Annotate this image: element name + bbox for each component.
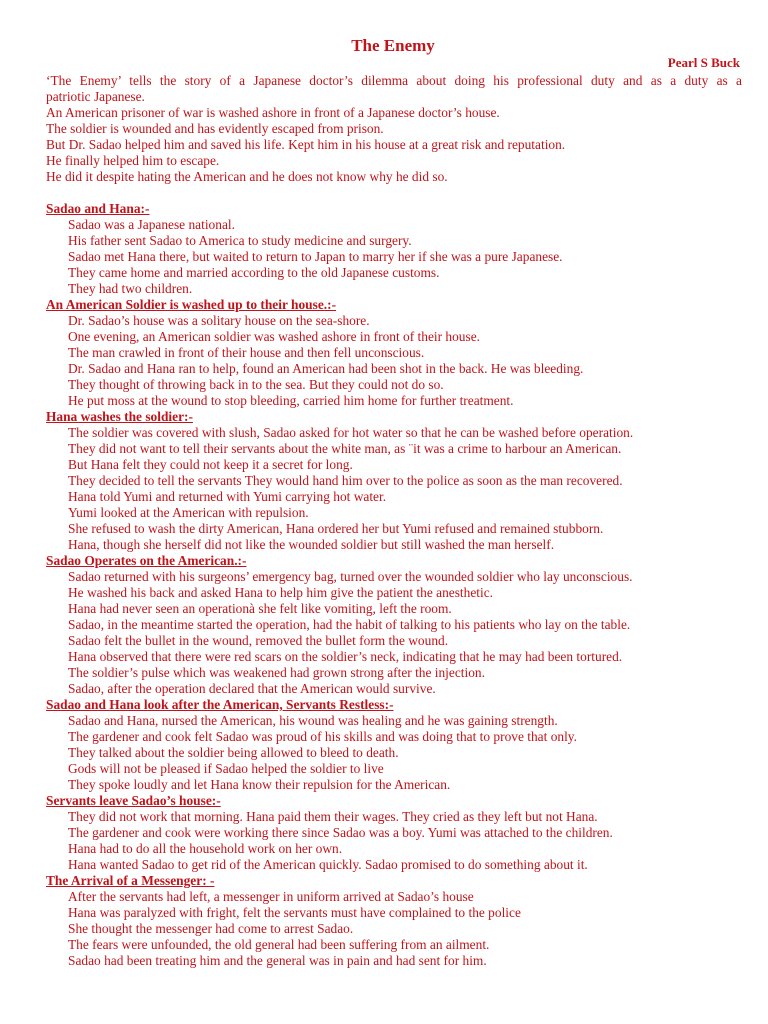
list-item: They came home and married according to the old Japanese customs. — [68, 265, 440, 280]
list-item: Sadao had been treating him and the general was in pain and had sent for him. — [68, 953, 487, 968]
list-item: Hana was paralyzed with fright, felt the servants must have complained to the police — [68, 905, 521, 920]
section-heading: Sadao and Hana:- — [46, 201, 150, 216]
list-item: Sadao felt the bullet in the wound, removed the bullet form the wound. — [68, 633, 449, 648]
list-item: Hana had to do all the household work on her own. — [68, 841, 343, 856]
section-items — [46, 217, 742, 297]
list-item: Hana, though she herself did not like the wounded soldier but still washed the man herself. — [68, 537, 555, 552]
list-item: They did not work that morning. Hana paid them their wages. They cried as they left but not Hana. — [68, 809, 598, 824]
list-item: The fears were unfounded, the old general had been suffering from an ailment. — [68, 937, 490, 952]
list-item: The gardener and cook felt Sadao was proud of his skills and was doing that to prove that only. — [68, 729, 577, 744]
list-item: They decided to tell the servants They would hand him over to the police as soon as the man recovered. — [68, 473, 623, 488]
intro-line: patriotic Japanese. — [46, 89, 145, 104]
list-item: Sadao met Hana there, but waited to return to Japan to marry her if she was a pure Japanese. — [68, 249, 563, 264]
list-item: Sadao returned with his surgeons’ emergency bag, turned over the wounded soldier who lay unconscious. — [68, 569, 633, 584]
section-hana-washes-soldier — [46, 409, 742, 553]
list-item: The gardener and cook were working there since Sadao was a boy. Yumi was attached to the children. — [68, 825, 613, 840]
section-heading: Hana washes the soldier:- — [46, 409, 193, 424]
section-servants-leave — [46, 793, 742, 873]
section-american-soldier-washed-up — [46, 297, 742, 409]
list-item: She thought the messenger had come to arrest Sadao. — [68, 921, 354, 936]
section-heading: Sadao and Hana look after the American, Servants Restless:- — [46, 697, 394, 712]
list-item: They talked about the soldier being allowed to bleed to death. — [68, 745, 399, 760]
section-items — [46, 425, 742, 553]
intro-line: The soldier is wounded and has evidently escaped from prison. — [46, 121, 384, 136]
section-heading: The Arrival of a Messenger: - — [46, 873, 215, 888]
document-title: The Enemy — [351, 36, 435, 55]
section-heading: An American Soldier is washed up to their house.:- — [46, 297, 337, 312]
list-item: Hana told Yumi and returned with Yumi carrying hot water. — [68, 489, 387, 504]
list-item: Sadao, in the meantime started the operation, had the habit of talking to his patients who lay on the table. — [68, 617, 631, 632]
list-item: Sadao and Hana, nursed the American, his wound was healing and he was gaining strength. — [68, 713, 558, 728]
section-servants-restless — [46, 697, 742, 793]
intro-paragraph — [46, 73, 742, 185]
list-item: But Hana felt they could not keep it a secret for long. — [68, 457, 353, 472]
list-item: Yumi looked at the American with repulsion. — [68, 505, 309, 520]
section-heading: Servants leave Sadao’s house:- — [46, 793, 221, 808]
section-items — [46, 313, 742, 409]
list-item: Dr. Sadao’s house was a solitary house on the sea-shore. — [68, 313, 370, 328]
list-item: Gods will not be pleased if Sadao helped the soldier to live — [68, 761, 384, 776]
list-item: Hana wanted Sadao to get rid of the American quickly. Sadao promised to do something about it. — [68, 857, 588, 872]
intro-line: He finally helped him to escape. — [46, 153, 220, 168]
list-item: After the servants had left, a messenger in uniform arrived at Sadao’s house — [68, 889, 474, 904]
list-item: The man crawled in front of their house and then fell unconscious. — [68, 345, 425, 360]
list-item: They spoke loudly and let Hana know their repulsion for the American. — [68, 777, 451, 792]
list-item: They thought of throwing back in to the sea. But they could not do so. — [68, 377, 444, 392]
document-body — [46, 73, 742, 969]
section-items — [46, 569, 742, 697]
intro-line: He did it despite hating the American and he does not know why he did so. — [46, 169, 448, 184]
list-item: He put moss at the wound to stop bleeding, carried him home for further treatment. — [68, 393, 514, 408]
list-item: He washed his back and asked Hana to help him give the patient the anesthetic. — [68, 585, 494, 600]
list-item: Sadao, after the operation declared that the American would survive. — [68, 681, 436, 696]
section-items — [46, 713, 742, 793]
spacer — [46, 185, 742, 201]
intro-line: An American prisoner of war is washed ashore in front of a Japanese doctor’s house. — [46, 105, 500, 120]
section-heading: Sadao Operates on the American.:- — [46, 553, 247, 568]
section-arrival-of-messenger — [46, 873, 742, 969]
document-author: Pearl S Buck — [667, 55, 740, 70]
list-item: The soldier’s pulse which was weakened had grown strong after the injection. — [68, 665, 485, 680]
section-items — [46, 809, 742, 873]
list-item: She refused to wash the dirty American, Hana ordered her but Yumi refused and remained stubborn. — [68, 521, 604, 536]
section-sadao-operates — [46, 553, 742, 697]
list-item: They had two children. — [68, 281, 193, 296]
list-item: His father sent Sadao to America to study medicine and surgery. — [68, 233, 412, 248]
list-item: One evening, an American soldier was washed ashore in front of their house. — [68, 329, 481, 344]
list-item: Dr. Sadao and Hana ran to help, found an American had been shot in the back. He was bleeding. — [68, 361, 584, 376]
list-item: The soldier was covered with slush, Sadao asked for hot water so that he can be washed before operation. — [68, 425, 634, 440]
list-item: Hana had never seen an operationà she felt like vomiting, left the room. — [68, 601, 452, 616]
section-items — [46, 889, 742, 969]
list-item: Sadao was a Japanese national. — [68, 217, 235, 232]
intro-line: But Dr. Sadao helped him and saved his life. Kept him in his house at a great risk and reputation. — [46, 137, 566, 152]
section-sadao-and-hana — [46, 201, 742, 297]
list-item: Hana observed that there were red scars on the soldier’s neck, indicating that he may had been tortured. — [68, 649, 623, 664]
list-item: They did not want to tell their servants about the white man, as ¨it was a crime to harbour an American. — [68, 441, 622, 456]
intro-line: ‘The Enemy’ tells the story of a Japanese doctor’s dilemma about doing his professional duty and as a duty as a — [46, 73, 742, 88]
